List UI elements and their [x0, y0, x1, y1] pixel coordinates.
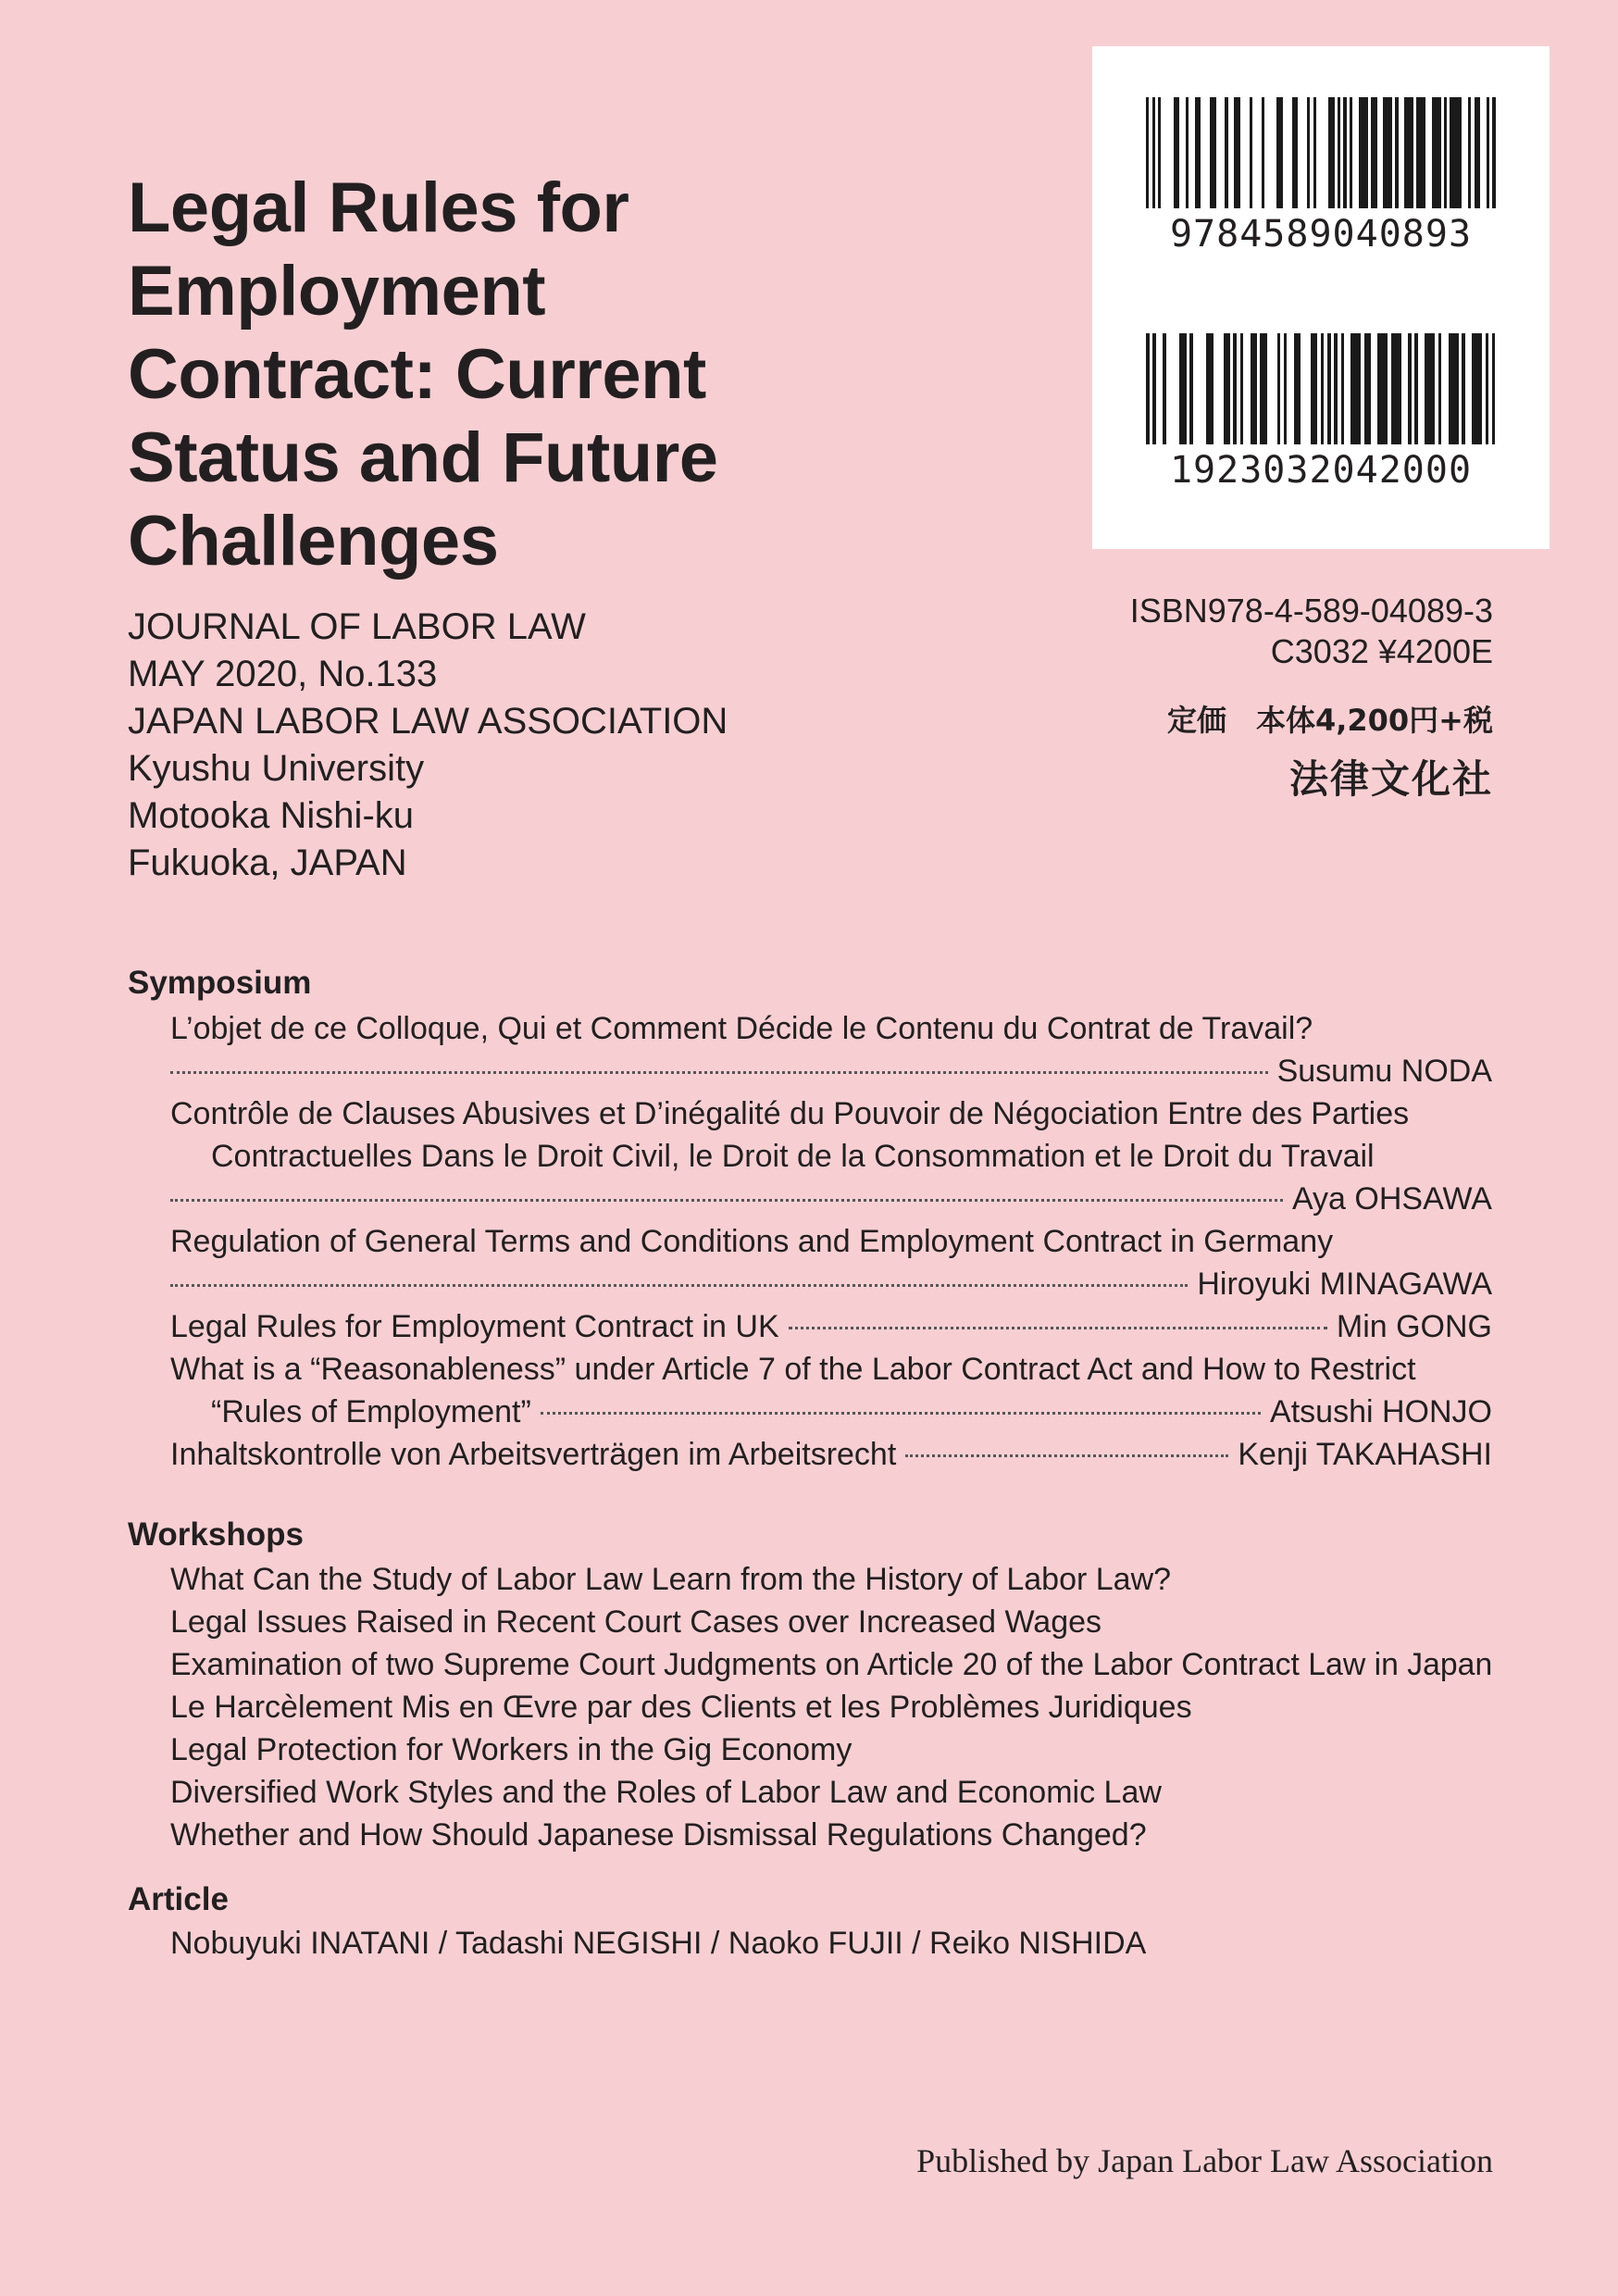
- article-heading: Article: [128, 1881, 229, 1917]
- barcode-space: [1267, 333, 1277, 444]
- entry-author: Kenji TAKAHASHI: [1238, 1437, 1492, 1472]
- barcode-bar: [1450, 97, 1462, 208]
- entry-title: Regulation of General Terms and Conditions and Employment Contract in Germany: [170, 1224, 1334, 1259]
- price-barcode: [1146, 333, 1496, 491]
- barcode-space: [1441, 333, 1448, 444]
- barcode-space: [1418, 333, 1425, 444]
- barcode-space: [1287, 333, 1293, 444]
- title-line: Employment: [128, 252, 546, 331]
- barcode-bar: [1260, 333, 1266, 444]
- entry-title: L’objet de ce Colloque, Qui et Comment Décide le Contenu du Contrat de Travail?: [170, 1011, 1313, 1046]
- barcode-bar: [1383, 97, 1392, 208]
- entry-title: Legal Rules for Employment Contract in UK: [170, 1309, 779, 1344]
- barcode-bar: [1206, 333, 1213, 444]
- association-name: JAPAN LABOR LAW ASSOCIATION: [128, 701, 728, 742]
- classification-code: C3032 ¥4200E: [1270, 632, 1493, 670]
- barcode-bar: [1492, 333, 1496, 444]
- barcode-space: [1193, 333, 1207, 444]
- dot-leader: [170, 1284, 1188, 1287]
- barcode-space: [1465, 333, 1472, 444]
- workshop-item: Legal Issues Raised in Recent Court Cases over Increased Wages: [170, 1604, 1102, 1640]
- isbn-block: [1130, 591, 1493, 672]
- barcode-bar: [1432, 97, 1441, 208]
- address-line: Kyushu University: [128, 748, 425, 789]
- workshop-item: Examination of two Supreme Court Judgments on Article 20 of the Labor Contract Law in Japan: [170, 1647, 1493, 1682]
- barcode-space: [1344, 333, 1350, 444]
- entry-author: Hiroyuki MINAGAWA: [1197, 1267, 1492, 1302]
- barcode-space: [1161, 97, 1173, 208]
- toc-entry: [170, 1220, 1492, 1305]
- publisher-name-jp: 法律文化社: [1288, 756, 1493, 802]
- title-line: Contract: Current: [128, 335, 706, 414]
- entry-author: Aya OHSAWA: [1291, 1181, 1492, 1217]
- entry-author: Susumu NODA: [1276, 1054, 1492, 1089]
- barcode-bar: [1364, 333, 1371, 444]
- barcode-space: [1301, 333, 1311, 444]
- barcode-space: [1214, 333, 1224, 444]
- journal-info: [128, 604, 728, 887]
- barcode-bar: [1449, 333, 1459, 444]
- price-label: 定価 本体4,200円+税: [1166, 703, 1493, 738]
- barcode-space: [1264, 97, 1276, 208]
- barcode-number: 1923032042000: [1169, 449, 1473, 492]
- workshop-item: Whether and How Should Japanese Dismissal Regulations Changed?: [170, 1817, 1147, 1853]
- barcode-bar: [1472, 333, 1482, 444]
- dot-leader: [541, 1412, 1261, 1415]
- barcode-bar: [1404, 97, 1413, 208]
- barcode-bar: [1251, 333, 1257, 444]
- barcode-space: [1283, 97, 1292, 208]
- article-author-list: Nobuyuki INATANI / Tadashi NEGISHI / Naoko FUJII / Reiko NISHIDA: [170, 1926, 1147, 1961]
- barcode-space: [1316, 97, 1328, 208]
- toc-entry: [170, 1433, 1492, 1476]
- dot-leader: [905, 1454, 1228, 1457]
- entry-author: Atsushi HONJO: [1270, 1394, 1492, 1429]
- barcode-bars: [1146, 333, 1496, 444]
- workshop-item: Legal Protection for Workers in the Gig Economy: [170, 1732, 853, 1767]
- barcode-bar: [1224, 333, 1230, 444]
- barcode-bar: [1425, 333, 1435, 444]
- barcode-bar: [1391, 333, 1401, 444]
- dot-leader: [170, 1071, 1268, 1074]
- barcode-bars: [1146, 97, 1496, 208]
- barcode-space: [1240, 97, 1250, 208]
- dot-leader: [170, 1199, 1283, 1202]
- isbn-barcode: [1146, 97, 1496, 255]
- workshop-item: Diversified Work Styles and the Roles of Labor Law and Economic Law: [170, 1775, 1162, 1810]
- address-line: Fukuoka, JAPAN: [128, 842, 407, 883]
- barcode-bar: [1416, 97, 1425, 208]
- barcode-bar: [1359, 97, 1368, 208]
- title-line: Challenges: [128, 502, 499, 580]
- workshop-item: Le Harcèlement Mis en Œvre par des Clients et les Problèmes Juridiques: [170, 1690, 1192, 1725]
- barcode-space: [1401, 333, 1408, 444]
- toc-entry: [170, 1305, 1492, 1348]
- barcode-space: [1371, 333, 1377, 444]
- dot-leader: [789, 1327, 1327, 1329]
- journal-issue: MAY 2020, No.133: [128, 654, 438, 694]
- barcode-space: [1298, 97, 1307, 208]
- barcode-space: [1156, 333, 1163, 444]
- barcode-bar: [1377, 333, 1388, 444]
- barcode-number: 9784589040893: [1169, 213, 1473, 256]
- entry-title-cont: “Rules of Employment”: [211, 1394, 531, 1429]
- barcode-bar: [1350, 333, 1361, 444]
- barcode-space: [1166, 333, 1180, 444]
- barcode-space: [1201, 97, 1210, 208]
- address-line: Motooka Nishi-ku: [128, 795, 415, 836]
- entry-title: Contrôle de Clauses Abusives et D’inégalité du Pouvoir de Négociation Entre des Parties: [170, 1096, 1410, 1131]
- barcode-space: [1252, 97, 1262, 208]
- barcode-space: [1216, 97, 1226, 208]
- entry-title-cont: Contractuelles Dans le Droit Civil, le Droit de la Consommation et le Droit du Travail: [211, 1139, 1375, 1174]
- workshops-list: [170, 1558, 1492, 1856]
- toc-entry: [170, 1007, 1492, 1092]
- journal-name: JOURNAL OF LABOR LAW: [128, 606, 586, 647]
- isbn-number: ISBN978-4-589-04089-3: [1129, 592, 1493, 630]
- book-title: [128, 167, 887, 583]
- entry-title: What is a “Reasonableness” under Article 7 of the Labor Contract Act and How to Restrict: [170, 1352, 1416, 1387]
- barcode-bar: [1311, 333, 1317, 444]
- toc-entry: [170, 1348, 1492, 1433]
- barcode-bar: [1294, 333, 1301, 444]
- barcode-bar: [1492, 97, 1495, 208]
- workshop-item: What Can the Study of Labor Law Learn from the History of Labor Law?: [170, 1562, 1172, 1597]
- title-line: Status and Future: [128, 418, 718, 497]
- entry-author: Min GONG: [1336, 1309, 1492, 1344]
- workshops-heading: Workshops: [128, 1516, 304, 1553]
- title-line: Legal Rules for: [128, 168, 629, 247]
- publisher-footer: Published by Japan Labor Law Association: [916, 2142, 1493, 2179]
- barcode-panel: [1092, 46, 1550, 549]
- article-authors: [170, 1922, 1492, 1965]
- symposium-heading: Symposium: [128, 965, 312, 1001]
- entry-title: Inhaltskontrolle von Arbeitsverträgen im Arbeitsrecht: [170, 1437, 897, 1472]
- barcode-bar: [1179, 333, 1186, 444]
- barcode-space: [1243, 333, 1250, 444]
- toc-entry: [170, 1092, 1492, 1220]
